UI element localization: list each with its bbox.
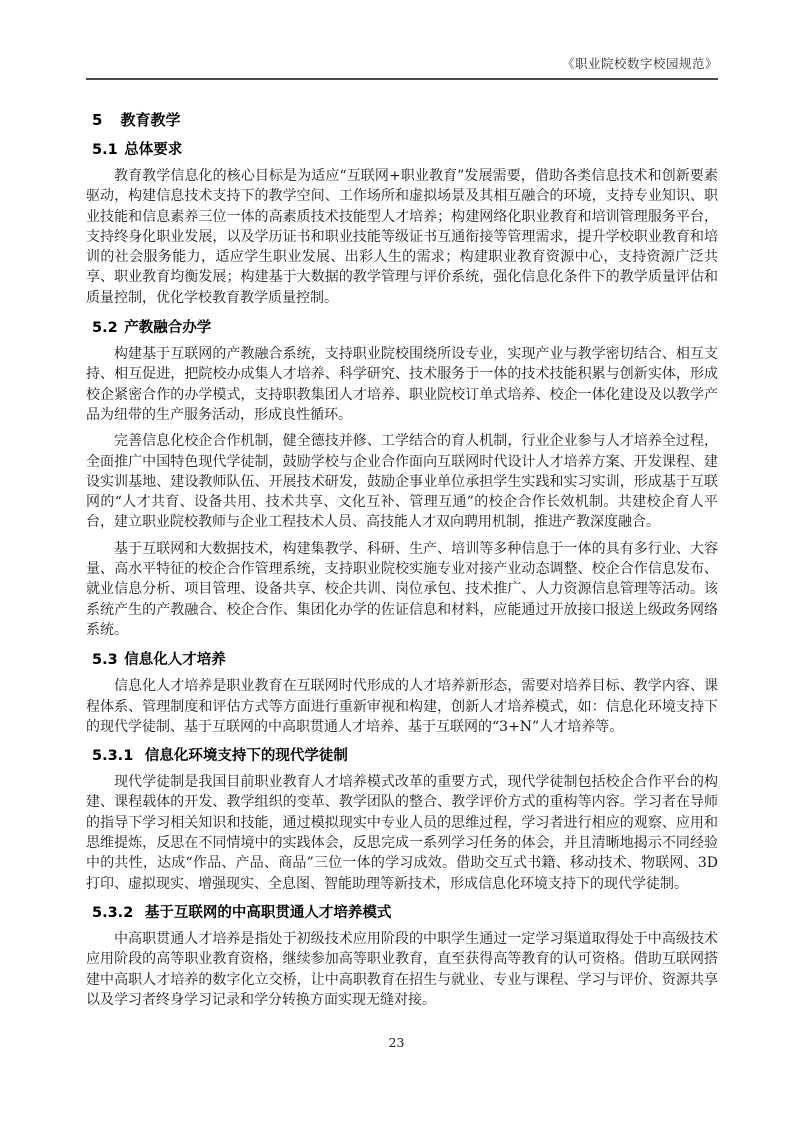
section-title: 产教融合办学 — [124, 320, 212, 337]
section-heading-5-2 — [92, 318, 718, 338]
document-title: 《职业院校数字校园规范》 — [561, 56, 718, 71]
page-content — [86, 110, 718, 1010]
section-title: 总体要求 — [124, 142, 183, 158]
chapter-title: 教育教学 — [120, 111, 181, 129]
body-paragraph: 完善信息化校企合作机制，健全德技并修、工学结合的育人机制，行业企业参与人才培养全过程，全面推广中国特色现代学徒制，鼓励学校与企业合作面向互联网时代设计人才培养方案、开发课程、建设实训基地、建设教师队伍、开展技术研发，鼓励企事业单位承担学生实践和实习实训，形成基于互联网的“人才共育、设备共用、技术共享、文化互补、管理互通”的校企合作长效机制。共建校企育人平台，建立职业院校教师与企业工程技术人员、高技能人才双向聘用机制，推进产教深度融合。 — [86, 433, 718, 531]
subsection-number: 5.3.2 — [92, 904, 134, 921]
page-header — [86, 56, 718, 80]
section-heading-5-1 — [92, 140, 718, 160]
subsection-heading-5-3-1 — [92, 746, 718, 766]
body-paragraph: 现代学徒制是我国目前职业教育人才培养模式改革的重要方式，现代学徒制包括校企合作平台的构建、课程载体的开发、教学组织的变革、教学团队的整合、教学评价方式的重构等内容。学习者在导师的指导下学习相关知识和技能，通过模拟现实中专业人员的思维过程，学习者进行相应的观察、应用和思维提炼，反思在不同情境中的实践体会，反思完成一系列学习任务的体会，并且清晰地揭示不同经验中的共性，达成“作品、产品、商品”三位一体的学习成效。借助交互式书籍、移动技术、物联网、3D打印、虚拟现实、增强现实、全息图、智能助理等新技术，形成信息化环境支持下的现代学徒制。 — [86, 774, 718, 892]
page-footer — [0, 1035, 793, 1050]
body-paragraph: 构建基于互联网的产教融合系统，支持职业院校围绕所设专业，实现产业与教学密切结合、相互支持、相互促进，把院校办成集人才培养、科学研究、技术服务于一体的技术技能积累与创新实体，形成校企紧密合作的办学模式，支持职教集团人才培养、职业院校订单式培养、校企一体化建设及以教学产品为纽带的生产服务活动，形成良性循环。 — [86, 346, 718, 423]
section-title: 信息化人才培养 — [124, 652, 226, 669]
body-paragraph: 基于互联网和大数据技术，构建集教学、科研、生产、培训等多种信息于一体的具有多行业、大容量、高水平特征的校企合作管理系统，支持职业院校实施专业对接产业动态调整、校企合作信息发布、就业信息分析、项目管理、设备共享、校企共训、岗位承包、技术推广、人力资源信息管理等活动。该系统产生的产教融合、校企合作、集团化办学的佐证信息和材料，应能通过开放接口报送上级政务网络系统。 — [86, 540, 718, 638]
subsection-number: 5.3.1 — [92, 748, 134, 765]
page-number: 23 — [388, 1035, 405, 1050]
subsection-title: 基于互联网的中高职贯通人才培养模式 — [144, 904, 392, 921]
body-paragraph: 中高职贯通人才培养是指处于初级技术应用阶段的中职学生通过一定学习渠道取得处于中高级技术应用阶段的高等职业教育资格，继续参加高等职业教育，直至获得高等教育的认可资格。借助互联网搭建中高职人才培养的数字化立交桥，让中高职教育在招生与就业、专业与课程、学习与评价、资源共享以及学习者终身学习记录和学分转换方面实现无缝对接。 — [86, 930, 718, 1008]
subsection-title: 信息化环境支持下的现代学徒制 — [144, 748, 348, 765]
chapter-number: 5 — [92, 111, 103, 129]
section-number: 5.1 — [92, 142, 118, 158]
chapter-heading — [92, 110, 718, 130]
section-number: 5.3 — [92, 652, 118, 669]
section-number: 5.2 — [92, 320, 118, 337]
body-paragraph: 教育教学信息化的核心目标是为适应“互联网+职业教育”发展需要，借助各类信息技术和创新要素驱动，构建信息技术支持下的教学空间、工作场所和虚拟场景及其相互融合的环境，支持专业知识、职业技能和信息素养三位一体的高素质技术技能型人才培养；构建网络化职业教育和培训管理服务平台，支持终身化职业发展，以及学历证书和职业技能等级证书互通衔接等管理需求，提升学校职业教育和培训的社会服务能力，适应学生职业发展、出彩人生的需求；构建职业教育资源中心，支持资源广泛共享、职业教育均衡发展；构建基于大数据的教学管理与评价系统，强化信息化条件下的教学质量评估和质量控制，优化学校教育教学质量控制。 — [86, 168, 718, 306]
body-paragraph: 信息化人才培养是职业教育在互联网时代形成的人才培养新形态，需要对培养目标、教学内容、课程体系、管理制度和评估方式等方面进行重新审视和构建，创新人才培养模式，如：信息化环境支持下的现代学徒制、基于互联网的中高职贯通人才培养、基于互联网的“3+N”人才培养等。 — [86, 678, 718, 735]
subsection-heading-5-3-2 — [92, 903, 718, 923]
section-heading-5-3 — [92, 650, 718, 670]
